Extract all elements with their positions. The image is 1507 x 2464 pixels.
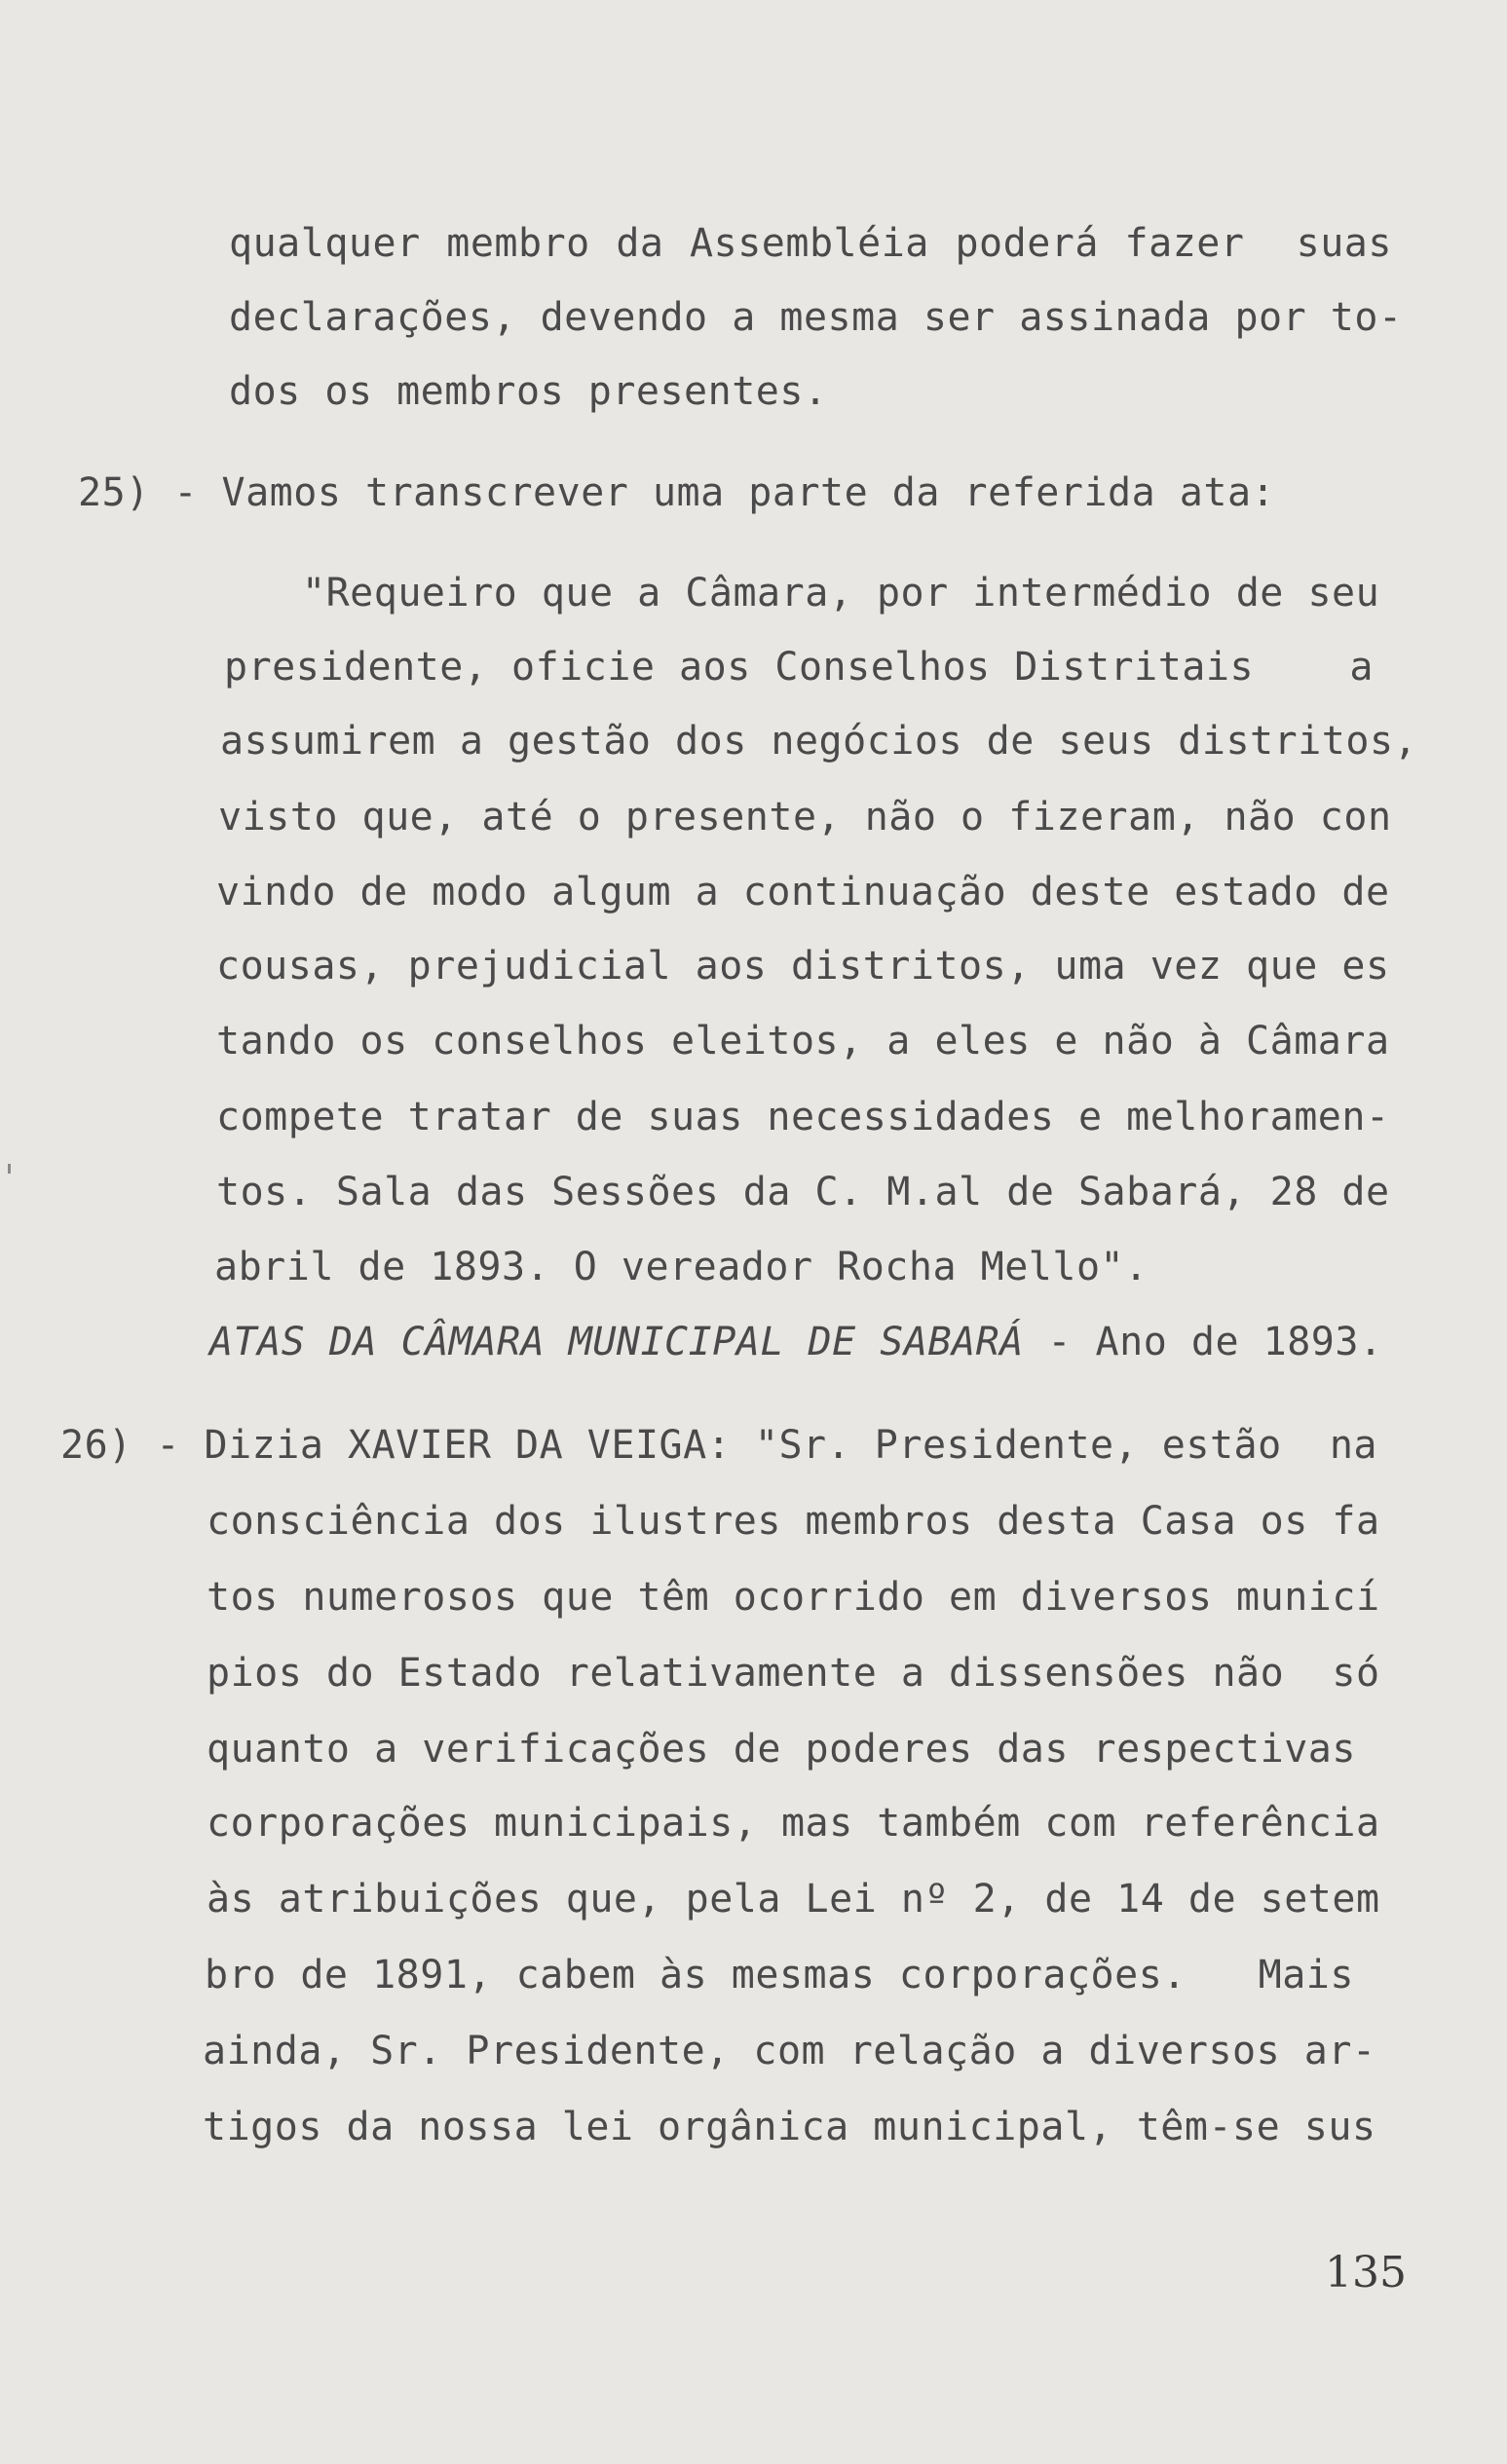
scan-mark [8,1164,11,1174]
text-line: ainda, Sr. Presidente, com relação a diversos ar- [203,2029,1376,2073]
text-line: dos os membros presentes. [229,369,828,414]
source-year: - Ano de 1893. [1023,1320,1383,1364]
quote-line: compete tratar de suas necessidades e melhoramen- [216,1095,1390,1139]
source-citation [209,1319,1383,1365]
text-line: consciência dos ilustres membros desta Casa os fa [207,1499,1380,1544]
quote-line: "Requeiro que a Câmara, por intermédio de seu [302,571,1380,616]
quote-line: tando os conselhos eleitos, a eles e não à Câmara [216,1019,1390,1064]
text-line: declarações, devendo a mesma ser assinada por to- [229,295,1403,340]
quote-line: cousas, prejudicial aos distritos, uma vez que es [216,944,1390,989]
quote-line: abril de 1893. O vereador Rocha Mello". [214,1245,1149,1289]
page-number: 135 [1325,2248,1407,2297]
text-line: corporações municipais, mas também com referência [207,1801,1380,1846]
text-line: bro de 1891, cabem às mesmas corporações. Mais [205,1953,1354,1997]
text-line: às atribuições que, pela Lei nº 2, de 14 de setem [207,1877,1380,1922]
quote-line: visto que, até o presente, não o fizeram, não con [218,795,1392,840]
text-line: pios do Estado relativamente a dissensões não só [207,1651,1380,1696]
quote-line: assumirem a gestão dos negócios de seus distritos, [220,719,1418,764]
text-line: tigos da nossa lei orgânica municipal, têm-se sus [203,2105,1376,2149]
text-line: tos numerosos que têm ocorrido em diversos municí [207,1575,1380,1620]
quote-line: tos. Sala das Sessões da C. M.al de Sabará, 28 de [216,1170,1390,1214]
text-line: quanto a verificações de poderes das respectivas [207,1727,1356,1772]
source-title: ATAS DA CÂMARA MUNICIPAL DE SABARÁ [209,1320,1024,1364]
text-line: qualquer membro da Assembléia poderá fazer suas [229,221,1392,266]
quote-line: presidente, oficie aos Conselhos Distritais a [224,645,1374,690]
item-26-lead: 26) - Dizia XAVIER DA VEIGA: "Sr. Presidente, estão na [60,1423,1378,1468]
item-25-lead: 25) - Vamos transcrever uma parte da referida ata: [78,470,1276,515]
quote-line: vindo de modo algum a continuação deste estado de [216,870,1390,915]
